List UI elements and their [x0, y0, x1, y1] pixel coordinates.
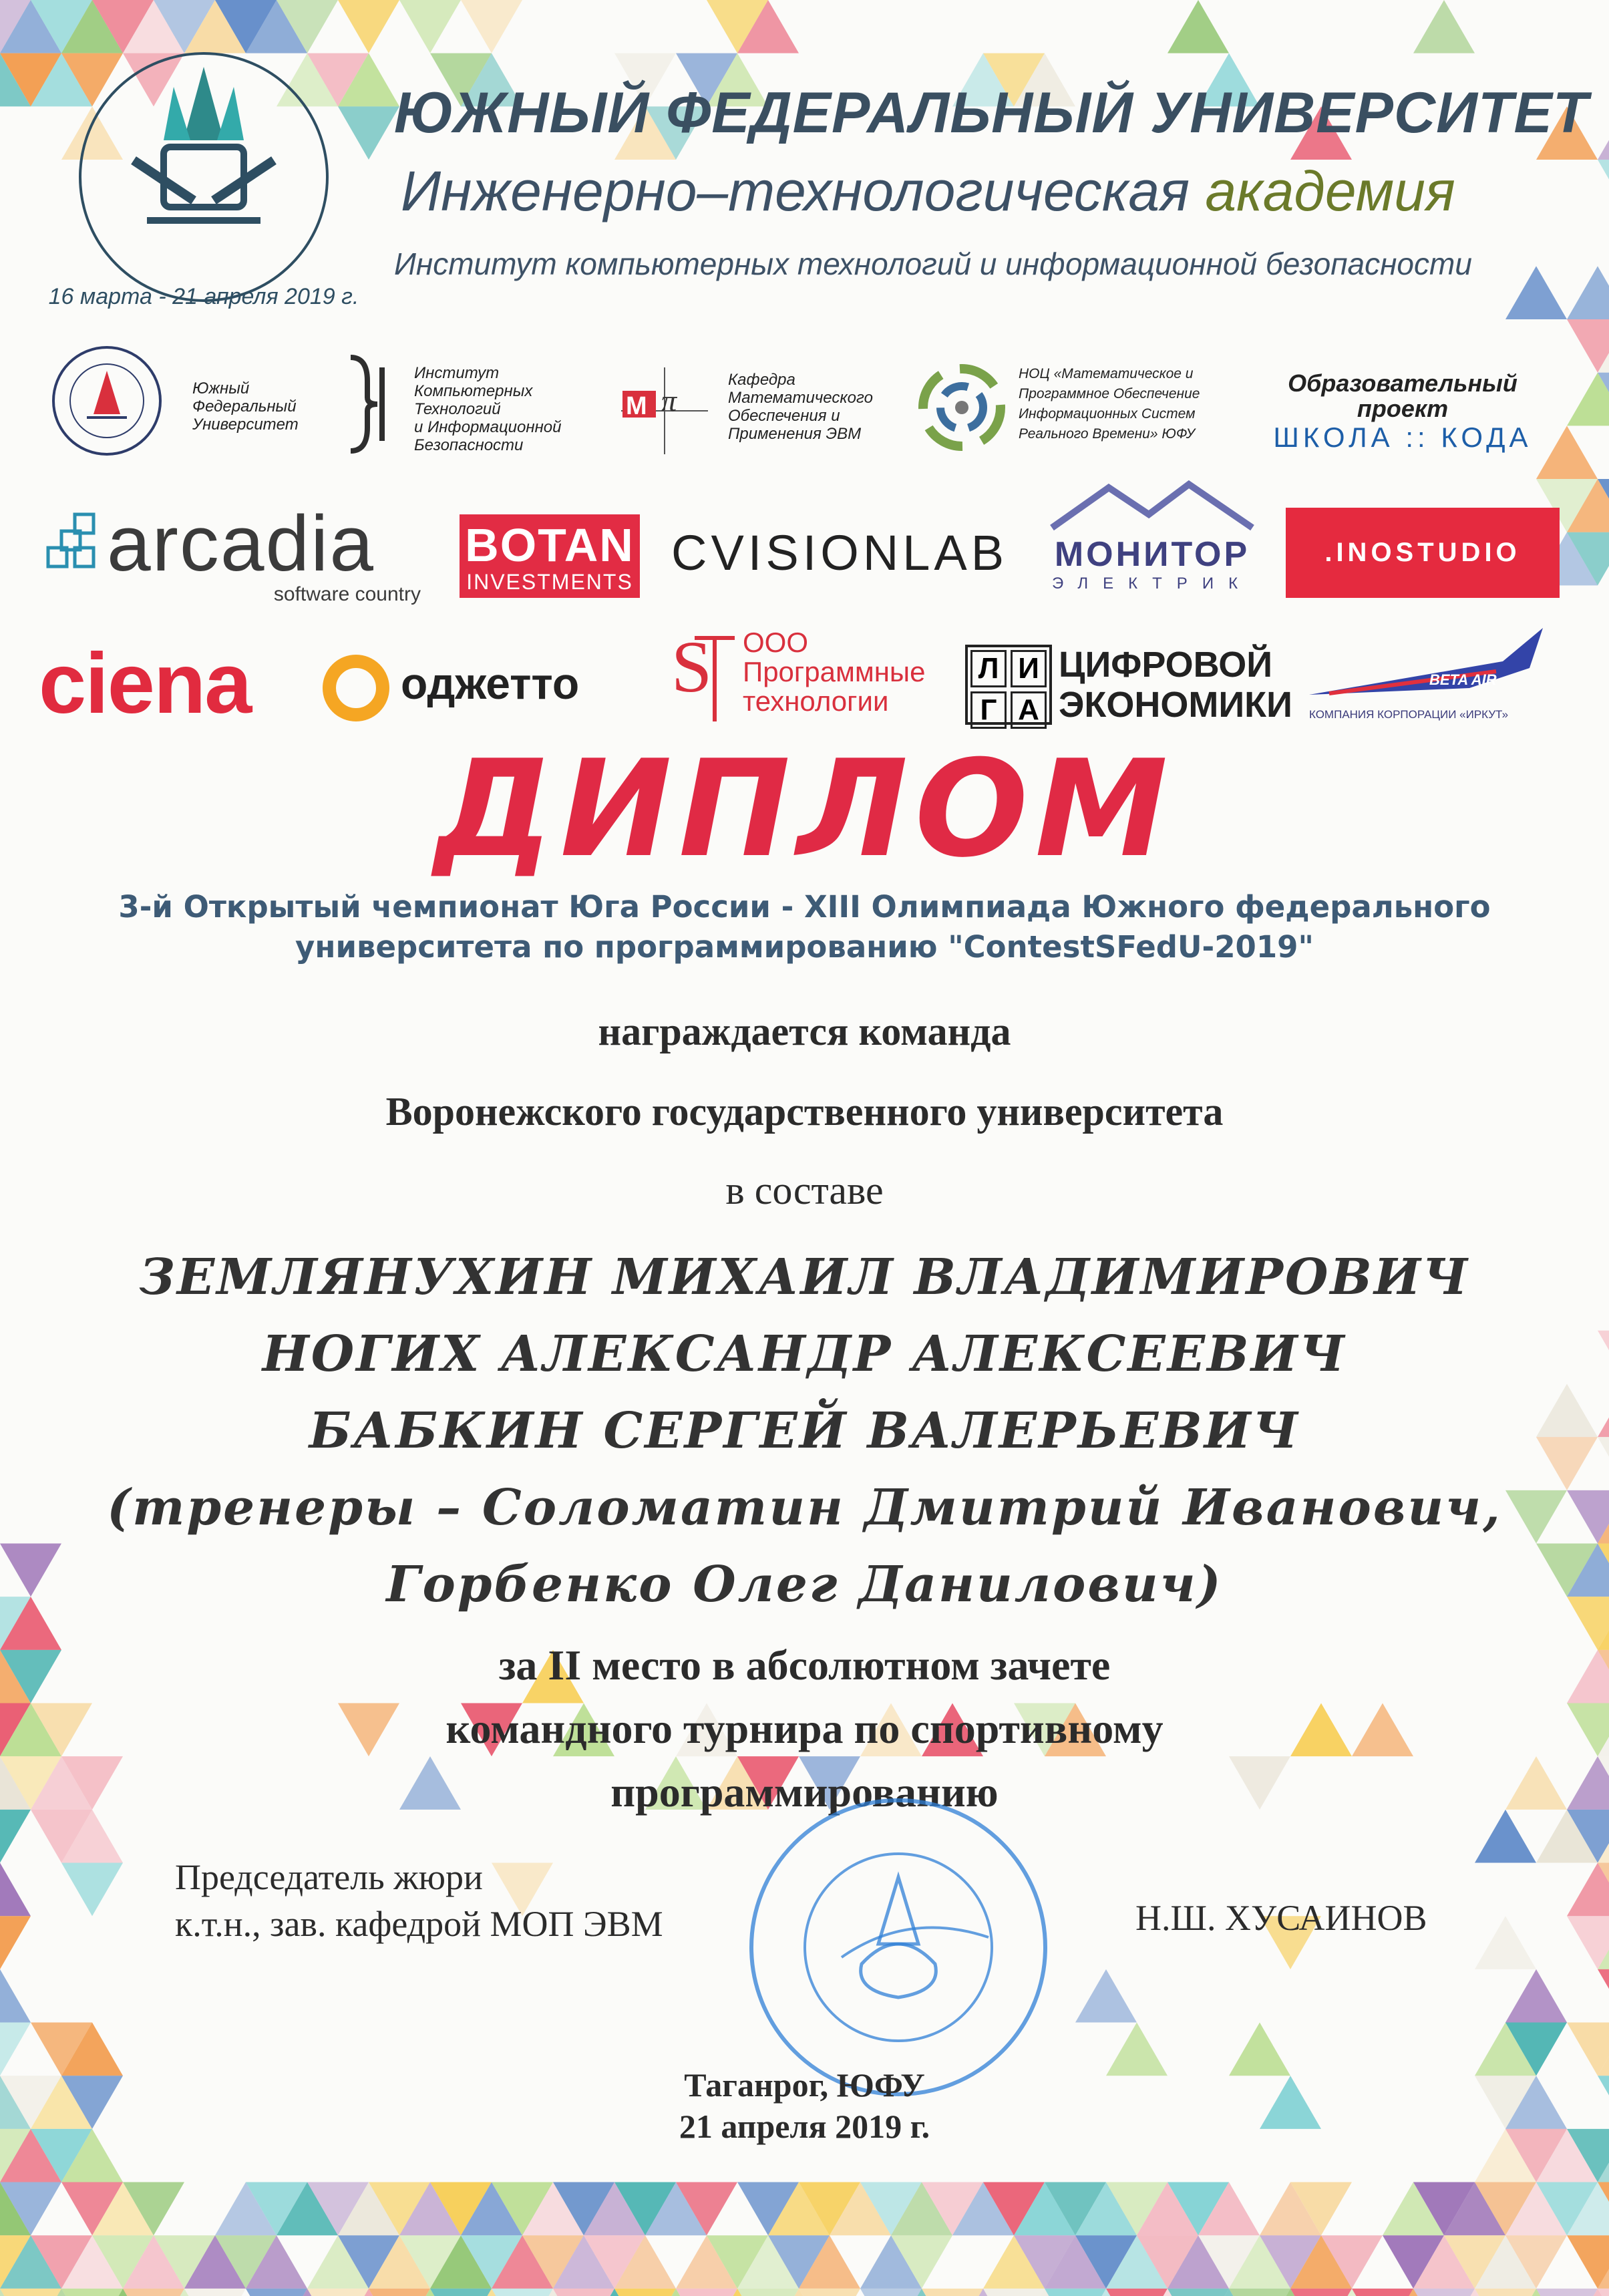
mosaic-triangle: [614, 2289, 676, 2296]
award-reason-line: программированию: [610, 1768, 999, 1816]
mosaic-triangle: [676, 2289, 737, 2296]
cvisionlab-logo: CVISIONLAB: [671, 525, 1009, 581]
mosaic-triangle: [1290, 2289, 1352, 2296]
event-line: университета по программированию "ContestSFedU-2019": [295, 929, 1314, 965]
composition-line: в составе: [725, 1168, 884, 1212]
mosaic-triangle: [1045, 2289, 1106, 2296]
liga-letter: Г: [970, 691, 1007, 729]
mop-evm-logo: [614, 361, 715, 461]
inostudio-logo: .INOSTUDIO: [1286, 508, 1560, 598]
mosaic-triangle: [430, 2289, 492, 2296]
institute-heading: Институт компьютерных технологий и информационной безопасности: [394, 247, 1472, 281]
digital-economy-line: ЦИФРОВОЙ: [1059, 645, 1273, 685]
mosaic-triangle: [1075, 1969, 1137, 2023]
noc-text-line: НОЦ «Математическое и: [1019, 366, 1194, 381]
mosaic-triangle: [983, 2289, 1045, 2296]
award-reason-line: за II место в абсолютном зачете: [498, 1641, 1111, 1689]
noc-text-line: Программное Обеспечение: [1019, 386, 1200, 401]
mosaic-triangle: [1598, 1969, 1609, 2023]
mosaic-triangle: [553, 2289, 614, 2296]
mosaic-triangle: [1168, 2289, 1229, 2296]
round-stamp: [741, 1790, 1055, 2104]
jury-chair-title: [175, 1854, 663, 1947]
mop-text-line: Математического: [728, 389, 873, 407]
mosaic-triangle: [1536, 2289, 1598, 2296]
monitor-electric-logo: [1049, 534, 1256, 593]
olympiad-emblem: [47, 40, 361, 327]
coaches-line: Горбенко Олег Данилович): [386, 1556, 1223, 1613]
odjetto-logo: оджетто: [401, 659, 580, 708]
event-name: [100, 887, 1509, 967]
member-name: НОГИХ АЛЕКСАНДР АЛЕКСЕЕВИЧ: [262, 1325, 1347, 1383]
jury-chair-line: к.т.н., зав. кафедрой МОП ЭВМ: [175, 1904, 663, 1944]
digital-economy-line: ЭКОНОМИКИ: [1059, 685, 1292, 725]
noc-text-line: Информационных Систем: [1019, 406, 1196, 422]
shkola-name: ШКОЛА :: КОДА: [1273, 422, 1532, 453]
prog-tech-logo: [743, 628, 925, 716]
noc-logo-text: [1019, 364, 1232, 444]
mop-logo-text: [728, 371, 902, 443]
mosaic-triangle: [922, 2289, 983, 2296]
arcadia-cubes-icon: [41, 508, 102, 581]
academy-heading: [401, 159, 1603, 224]
mosaic-triangle: [399, 0, 461, 53]
mosaic-triangle: [860, 2289, 922, 2296]
mosaic-triangle: [1229, 2289, 1290, 2296]
award-reason-line: командного турнира по спортивному: [445, 1705, 1164, 1752]
ikt-text-line: Технологий: [414, 400, 501, 418]
mop-text-line: Обеспечения и: [728, 407, 840, 425]
ikt-logo-text: [414, 364, 594, 454]
mosaic-triangle: [1352, 2289, 1413, 2296]
university-heading: ЮЖНЫЙ ФЕДЕРАЛЬНЫЙ УНИВЕРСИТЕТ: [394, 81, 1589, 145]
emblem-dates: 16 марта - 21 апреля 2019 г.: [48, 284, 359, 309]
mosaic-triangle: [799, 2289, 860, 2296]
beta-air-text: BETA AIR: [1429, 671, 1497, 688]
noc-text-line: Реального Времени» ЮФУ: [1019, 426, 1196, 442]
ikt-text-line: Компьютерных: [414, 382, 533, 400]
liga-letter: Л: [970, 650, 1007, 687]
academy-word: академия: [1205, 160, 1455, 222]
sfedu-text-line: Южный: [192, 379, 250, 397]
svg-text:π: π: [661, 383, 677, 418]
mosaic-triangle: [1168, 0, 1229, 53]
ciena-logo: ciena: [39, 636, 251, 731]
prog-tech-line: ООО: [743, 627, 809, 658]
botan-sub: INVESTMENTS: [466, 570, 633, 594]
monitor-wordmark: МОНИТОР: [1054, 535, 1250, 574]
mop-text-line: Кафедра: [728, 371, 795, 389]
place-city: Таганрог, ЮФУ: [684, 2066, 925, 2104]
mosaic-triangle: [1106, 2289, 1168, 2296]
mosaic-triangle: [246, 2289, 307, 2296]
shkola-koda-logo: [1242, 371, 1563, 454]
irkut-caption: КОМПАНИЯ КОРПОРАЦИИ «ИРКУТ»: [1309, 708, 1509, 721]
noc-swirl-logo: [915, 357, 1009, 458]
mosaic-triangle: [307, 2289, 369, 2296]
mop-text-line: Применения ЭВМ: [728, 425, 862, 443]
mosaic-triangle: [0, 2289, 61, 2296]
ikt-text-line: и Информационной: [414, 418, 562, 436]
mosaic-triangle: [1475, 1916, 1536, 1969]
sfedu-seal-logo: [40, 341, 174, 461]
ikt-text-line: Институт: [414, 364, 500, 382]
ikt-text-line: Безопасности: [414, 436, 524, 454]
botan-wordmark: BOTAN: [465, 519, 635, 571]
mosaic-triangle: [369, 2289, 430, 2296]
place-and-date: [0, 2064, 1609, 2147]
awarded-line: награждается команда: [598, 1009, 1011, 1053]
mosaic-triangle: [0, 1863, 31, 1917]
jury-chair-name: Н.Ш. ХУСАИНОВ: [1135, 1898, 1427, 1938]
member-name: БАБКИН СЕРГЕЙ ВАЛЕРЬЕВИЧ: [309, 1402, 1300, 1460]
mosaic-triangle: [1413, 2289, 1475, 2296]
mosaic-triangle: [184, 2289, 246, 2296]
arcadia-logo: [107, 500, 427, 606]
academy-heading-main: Инженерно–технологическая: [401, 160, 1206, 222]
mosaic-triangle: [737, 2289, 799, 2296]
ikt-bracket-logo: [341, 354, 394, 454]
team-university: Воронежского государственного университета: [385, 1090, 1224, 1134]
liga-letter: А: [1011, 691, 1047, 729]
odjetto-ring-icon: [319, 651, 393, 725]
mosaic-triangle: [461, 0, 522, 53]
member-name: ЗЕМЛЯНУХИН МИХАИЛ ВЛАДИМИРОВИЧ: [139, 1249, 1470, 1306]
botan-investments-logo: [460, 514, 640, 598]
sfedu-text-line: Федеральный: [192, 397, 297, 416]
arcadia-wordmark: arcadia: [107, 500, 375, 588]
mosaic-triangle: [1505, 1969, 1567, 2023]
liga-letter: И: [1011, 650, 1047, 687]
sfedu-logo-text: [192, 379, 326, 434]
diploma-title: ДИПЛОМ: [434, 731, 1175, 887]
shkola-line2: проект: [1357, 395, 1449, 422]
prog-tech-monogram-icon: [668, 625, 741, 725]
monitor-mountains-icon: [1049, 478, 1256, 531]
prog-tech-line: технологии: [743, 685, 889, 717]
liga-grid-icon: [965, 645, 1052, 725]
mosaic-triangle: [1413, 0, 1475, 53]
mosaic-triangle: [1475, 2289, 1536, 2296]
beta-air-plane-logo: [1302, 615, 1556, 728]
digital-economy-logo: [1059, 645, 1292, 725]
mosaic-triangle: [61, 2289, 123, 2296]
arcadia-tagline: software country: [273, 583, 421, 605]
coaches-line: (тренеры – Соломатин Дмитрий Иванович,: [107, 1479, 1502, 1536]
mosaic-triangle: [0, 1916, 31, 1969]
shkola-line1: Образовательный: [1288, 369, 1517, 397]
mosaic-triangle: [492, 2289, 553, 2296]
svg-text:S: S: [671, 626, 713, 707]
team-members: [0, 1239, 1609, 1623]
electric-wordmark: ЭЛЕКТРИК: [1051, 575, 1253, 593]
mosaic-triangle: [61, 1863, 123, 1917]
svg-text:M: M: [626, 392, 647, 420]
mosaic-triangle: [0, 1969, 31, 2023]
prog-tech-line: Программные: [743, 656, 926, 687]
mosaic-triangle: [1598, 106, 1609, 160]
mosaic-triangle: [123, 2289, 184, 2296]
sfedu-text-line: Университет: [192, 416, 299, 434]
diploma-date: 21 апреля 2019 г.: [679, 2108, 930, 2145]
event-line: 3-й Открытый чемпионат Юга России - XIII Олимпиада Южного федерального: [118, 889, 1491, 925]
jury-chair-line: Председатель жюри: [175, 1857, 483, 1897]
